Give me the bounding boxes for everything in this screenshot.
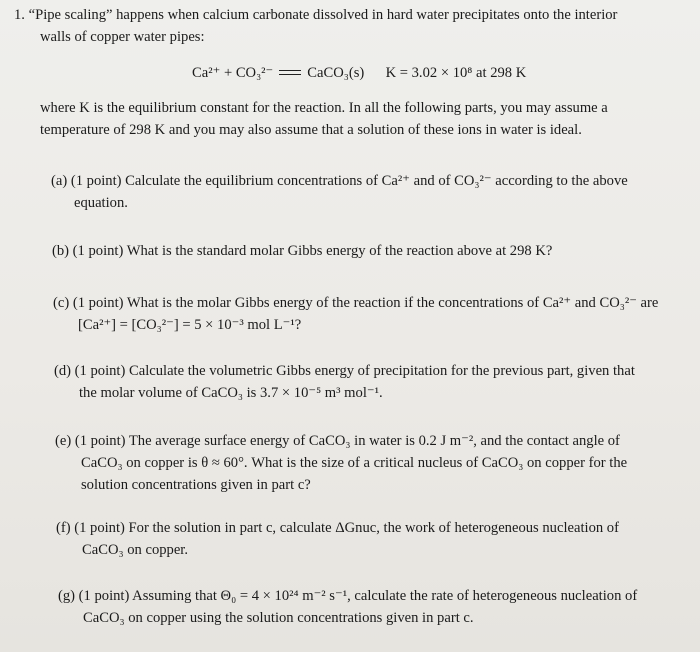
part-f-line-2: CaCO₃ on copper.: [82, 542, 189, 558]
intro-line-1: 1. “Pipe scaling” happens when calcium carbonate dissolved in hard water precipitates onto the interior: [14, 7, 618, 23]
where-line-1: where K is the equilibrium constant for the reaction. In all the following parts, you may assume a: [40, 100, 608, 116]
intro-line-2: walls of copper water pipes:: [40, 29, 205, 45]
part-d-line-1: (d) (1 point) Calculate the volumetric Gibbs energy of precipitation for the previous part, given that: [54, 363, 635, 379]
part-d-line-2: the molar volume of CaCO₃ is 3.7 × 10⁻⁵ m³ mol⁻¹.: [79, 385, 383, 401]
part-e-line-1: (e) (1 point) The average surface energy of CaCO₃ in water is 0.2 J m⁻², and the contact angle of: [55, 433, 620, 449]
equation-product: CaCO₃(s): [307, 65, 365, 81]
part-g-line-2: CaCO₃ on copper using the solution concentrations given in part c.: [83, 610, 474, 626]
equilibrium-constant: K = 3.02 × 10⁸ at 298 K: [385, 65, 527, 81]
part-b-line-1: (b) (1 point) What is the standard molar Gibbs energy of the reaction above at 298 K?: [52, 243, 553, 259]
part-f-line-1: (f) (1 point) For the solution in part c, calculate ΔGnuc, the work of heterogeneous nucleation of: [56, 520, 619, 536]
equilibrium-arrow-icon: [279, 67, 301, 77]
reaction-equation: [192, 63, 526, 83]
part-e-line-3: solution concentrations given in part c?: [81, 477, 311, 493]
part-a-line-2: equation.: [74, 195, 128, 211]
part-c-line-1: (c) (1 point) What is the molar Gibbs energy of the reaction if the concentrations of Ca²⁺ and CO₃²⁻ are: [53, 295, 659, 311]
part-a-line-1: (a) (1 point) Calculate the equilibrium concentrations of Ca²⁺ and of CO₃²⁻ according to the above: [51, 173, 628, 189]
where-line-2: temperature of 298 K and you may also assume that a solution of these ions in water is ideal.: [40, 122, 582, 138]
part-g-line-1: (g) (1 point) Assuming that Θ₀ = 4 × 10²⁴ m⁻² s⁻¹, calculate the rate of heterogeneous nucleation of: [58, 588, 638, 604]
part-c-line-2: [Ca²⁺] = [CO₃²⁻] = 5 × 10⁻³ mol L⁻¹?: [78, 317, 302, 333]
equation-reactants: Ca²⁺ + CO₃²⁻: [192, 65, 274, 81]
part-e-line-2: CaCO₃ on copper is θ ≈ 60°. What is the size of a critical nucleus of CaCO₃ on copper for the: [81, 455, 628, 471]
